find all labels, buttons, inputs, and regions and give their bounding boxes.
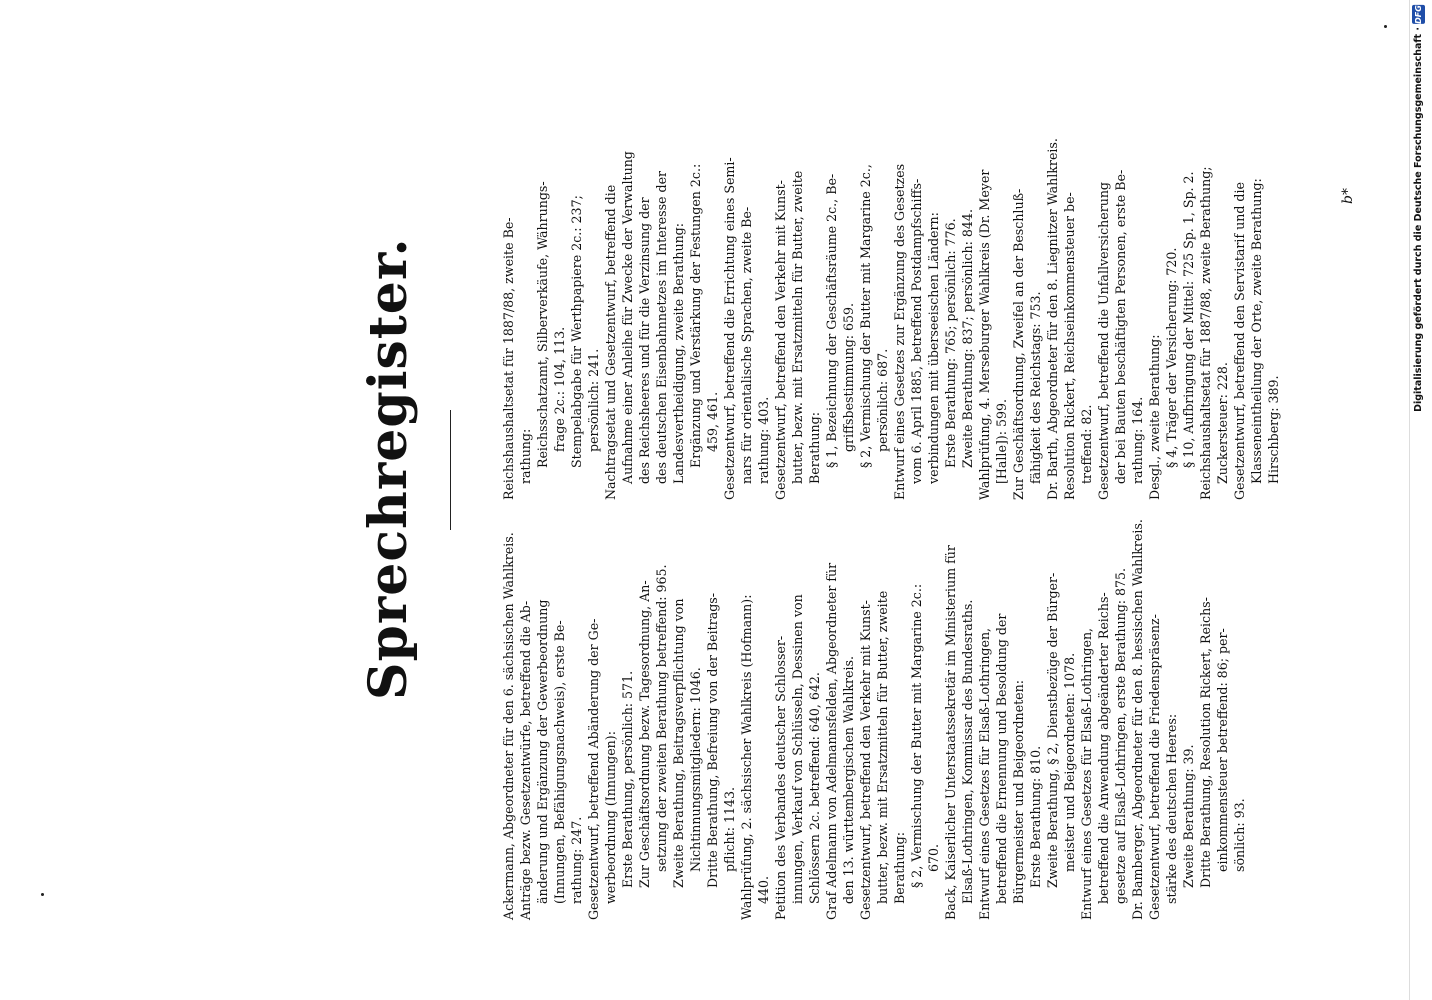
register-line: Gesetzentwurf, betreffend die Unfallversicherung xyxy=(1096,182,1111,500)
register-line: Reichshaushaltsetat für 1887/88, zweite Berathung; xyxy=(1198,166,1213,500)
register-line: Zur Geschäftsordnung, Zweifel an der Beschluß- xyxy=(1011,188,1026,500)
register-line: Zweite Berathung, § 2, Dienstbezüge der Bürger- xyxy=(1045,572,1060,888)
scan-speck xyxy=(41,893,44,896)
register-line: § 4, Träger der Versicherung: 720. xyxy=(1164,247,1179,468)
register-line: persönlich: 687. xyxy=(875,348,890,452)
register-line: Reichshaushaltsetat für 1887/88, zweite Be- xyxy=(501,217,516,500)
register-line: Zweite Berathung: 39. xyxy=(1181,744,1196,888)
register-line: Gesetzentwurf, betreffend den Servistarif und die xyxy=(1232,182,1247,500)
register-line: treffend: 82. xyxy=(1079,404,1094,484)
register-line: Anträge bezw. Gesetzentwürfe, betreffend die Ab- xyxy=(518,600,533,920)
register-line: Petition des Verbandes deutscher Schlosser- xyxy=(773,635,788,920)
register-line: 459, 461. xyxy=(705,391,720,452)
register-line: stärke des deutschen Heeres: xyxy=(1164,713,1179,904)
register-line: Elsaß-Lothringen, Kommissar des Bundesraths. xyxy=(960,599,975,904)
register-line: Stempelabgabe für Werthpapiere 2c.: 237; xyxy=(569,195,584,468)
register-line: des deutschen Eisenbahnnetzes im Interesse der xyxy=(654,170,669,484)
digitization-text: Digitalisierung gefördert durch die Deutsche Forschungsgemeinschaft · xyxy=(1413,26,1424,412)
register-line: Entwurf eines Gesetzes zur Ergänzung des Gesetzes xyxy=(892,163,907,500)
register-line: § 2, Vermischung der Butter mit Margarine 2c.: xyxy=(909,583,924,888)
register-line: Dr. Barth, Abgeordneter für den 8. Liegnitzer Wahlkreis. xyxy=(1045,138,1060,500)
register-line: sönlich: 93. xyxy=(1232,798,1247,872)
dfg-logo: DFG xyxy=(1414,5,1423,24)
register-line: pflicht: 1143. xyxy=(722,786,737,872)
register-line: Back, Kaiserlicher Unterstaatssekretär im Ministerium für xyxy=(943,545,958,920)
register-line: butter, bezw. mit Ersatzmitteln für Butter, zweite xyxy=(875,590,890,904)
register-line: Erste Berathung: 765; persönlich: 776. xyxy=(943,218,958,468)
register-line: innungen, Verkauf von Schlüsseln, Dessinen von xyxy=(790,594,805,904)
register-line: der bei Bauten beschäftigten Personen, erste Be- xyxy=(1113,169,1128,484)
register-line: Gesetzentwurf, betreffend den Verkehr mit Kunst- xyxy=(858,600,873,920)
register-line: nars für orientalische Sprachen, zweite Be- xyxy=(739,206,754,484)
title-rule xyxy=(450,410,451,530)
register-line: 670. xyxy=(926,843,941,872)
register-line: § 10, Aufbringung der Mittel: 725 Sp. 1, Sp. 2. xyxy=(1181,171,1196,468)
register-line: [Halle]): 599. xyxy=(994,398,1009,484)
register-line: Aufnahme einer Anleihe für Zwecke der Verwaltung xyxy=(620,151,635,484)
register-line: verbindungen mit überseeischen Ländern: xyxy=(926,212,941,484)
register-line: Reichsschatzamt, Silberverkäufe, Währungs- xyxy=(535,181,550,468)
register-line: Gesetzentwurf, betreffend die Errichtung eines Semi- xyxy=(722,157,737,500)
left-column xyxy=(500,520,1248,920)
register-line: Schlössern 2c. betreffend: 640, 642. xyxy=(807,672,822,904)
register-line: Dritte Berathung, Befreiung von der Beitrags- xyxy=(705,592,720,888)
scan-speck xyxy=(1384,25,1387,28)
register-line: butter, bezw. mit Ersatzmitteln für Butter, zweite xyxy=(790,170,805,484)
register-line: frage 2c.: 104, 113. xyxy=(552,326,567,452)
digitization-note xyxy=(1410,0,1432,1000)
register-line: Wahlprüfung, 2. sächsischer Wahlkreis (Hofmann): xyxy=(739,594,754,920)
register-line: 440. xyxy=(756,875,771,904)
register-line: Zur Geschäftsordnung bezw. Tagesordnung, An- xyxy=(637,580,652,888)
register-line: Entwurf eines Gesetzes für Elsaß-Lothringen, xyxy=(977,627,992,920)
register-line: Wahlprüfung, 4. Merseburger Wahlkreis (Dr. Meyer xyxy=(977,169,992,500)
register-line: gesetze auf Elsaß-Lothringen, erste Berathung: 875. xyxy=(1113,567,1128,904)
register-line: des Reichsheeres und für die Verzinsung der xyxy=(637,197,652,484)
register-line: (Innungen, Befähigungsnachweis), erste Be- xyxy=(552,620,567,904)
page-title: Sprechregister. xyxy=(358,237,419,700)
register-line: rathung: 164. xyxy=(1130,396,1145,484)
register-line: den 13. württembergischen Wahlkreis. xyxy=(841,655,856,904)
register-line: Landesvertheidigung, zweite Berathung: xyxy=(671,223,686,484)
register-line: Entwurf eines Gesetzes für Elsaß-Lothringen, xyxy=(1079,627,1094,920)
register-line: Zweite Berathung, Beitragsverpflichtung von xyxy=(671,598,686,888)
register-line: Nachtragsetat und Gesetzentwurf, betreffend die xyxy=(603,184,618,500)
register-line: Dr. Bamberger, Abgeordneter für den 8. hessischen Wahlkreis. xyxy=(1130,519,1145,920)
register-line: änderung und Ergänzung der Gewerbeordnung xyxy=(535,599,550,904)
register-line: einkommensteuer betreffend: 86; per- xyxy=(1215,628,1230,872)
register-line: werbeordnung (Innungen): xyxy=(603,731,618,904)
right-column xyxy=(500,100,1282,500)
register-line: Gesetzentwurf, betreffend die Friedenspräsenz- xyxy=(1147,614,1162,920)
register-line: Gesetzentwurf, betreffend Abänderung der Ge- xyxy=(586,618,601,920)
register-line: Erste Berathung, persönlich: 571. xyxy=(620,670,635,888)
register-line: rathung: xyxy=(518,428,533,484)
register-line: Resolution Rickert, Reichseinkommensteuer be- xyxy=(1062,192,1077,500)
register-line: meister und Beigeordneten: 1078. xyxy=(1062,652,1077,872)
register-line: Hirschberg: 389. xyxy=(1266,375,1281,484)
register-line: fähigkeit des Reichstags: 753. xyxy=(1028,291,1043,484)
register-line: Zweite Berathung: 837; persönlich: 844. xyxy=(960,209,975,468)
signature-mark: b* xyxy=(1340,188,1356,204)
register-line: Graf Adelmann von Adelmannsfelden, Abgeordneter für xyxy=(824,562,839,920)
register-line: Dritte Berathung, Resolution Rickert, Reichs- xyxy=(1198,597,1213,888)
register-line: Nichtinnungsmitgliedern: 1046. xyxy=(688,667,703,872)
register-line: Berathung: xyxy=(892,832,907,904)
register-line: persönlich: 241. xyxy=(586,348,601,452)
register-line: Zuckersteuer: 228. xyxy=(1215,362,1230,484)
register-line: betreffend die Anwendung abgeänderter Reichs- xyxy=(1096,592,1111,904)
register-line: Ackermann, Abgeordneter für den 6. sächsischen Wahlkreis. xyxy=(501,532,516,920)
register-line: vom 6. April 1885, betreffend Postdampfschiffs- xyxy=(909,178,924,484)
register-line: § 1, Bezeichnung der Geschäftsräume 2c., Be- xyxy=(824,173,839,468)
register-line: rathung: 247. xyxy=(569,816,584,904)
register-line: griffsbestimmung: 659. xyxy=(841,302,856,452)
register-line: Bürgermeister und Beigeordneten: xyxy=(1011,680,1026,904)
register-line: rathung: 403. xyxy=(756,396,771,484)
register-line: Erste Berathung: 810. xyxy=(1028,745,1043,888)
register-line: § 2, Vermischung der Butter mit Margarine 2c., xyxy=(858,164,873,468)
register-line: Berathung: xyxy=(807,412,822,484)
register-line: Desgl., zweite Berathung: xyxy=(1147,334,1162,500)
register-line: setzung der zweiten Berathung betreffend: 965. xyxy=(654,564,669,872)
register-line: Klasseneintheilung der Orte, zweite Berathung: xyxy=(1249,178,1264,484)
register-line: betreffend die Ernennung und Besoldung der xyxy=(994,613,1009,904)
register-line: Ergänzung und Verstärkung der Festungen 2c.: xyxy=(688,163,703,468)
register-line: Gesetzentwurf, betreffend den Verkehr mit Kunst- xyxy=(773,180,788,500)
